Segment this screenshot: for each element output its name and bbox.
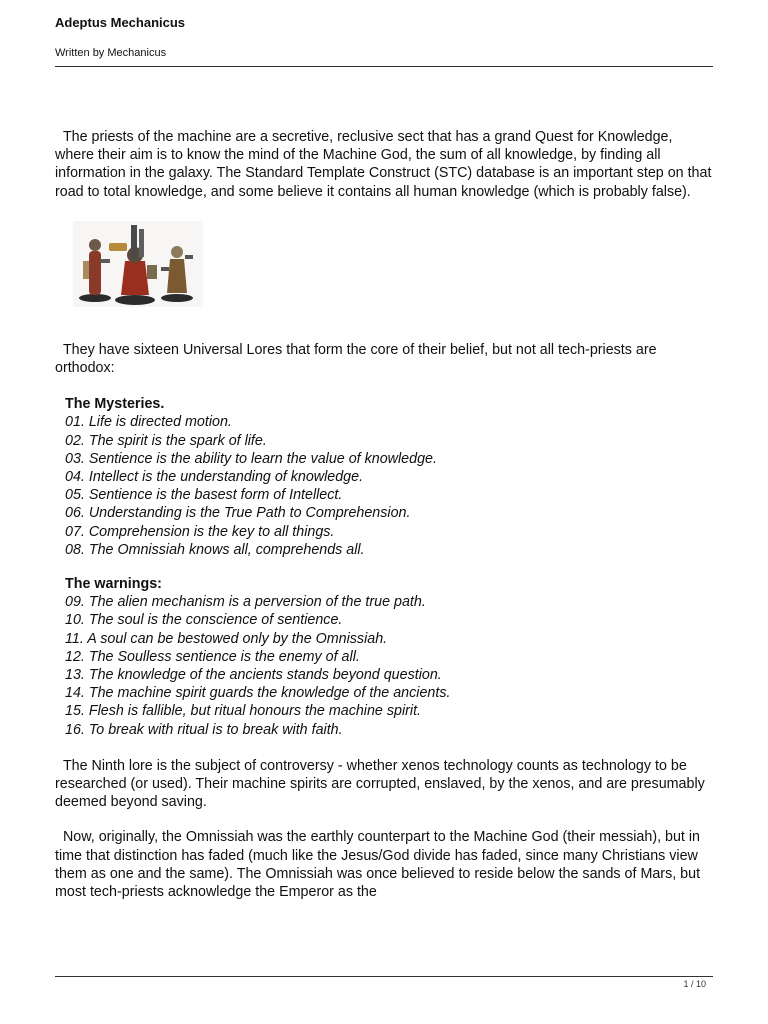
lore-item: 01. Life is directed motion.	[65, 414, 232, 431]
page-header	[55, 14, 713, 61]
lore-item: 05. Sentience is the basest form of Intellect.	[65, 487, 343, 504]
lore-item: 06. Understanding is the True Path to Comprehension.	[65, 505, 411, 522]
lore-item: 09. The alien mechanism is a perversion of the true path.	[65, 594, 426, 611]
lore-item: 14. The machine spirit guards the knowledge of the ancients.	[65, 685, 451, 702]
document-title: Adeptus Mechanicus	[55, 15, 186, 30]
lore-item: 04. Intellect is the understanding of knowledge.	[65, 469, 364, 486]
footer-divider	[55, 976, 713, 977]
mysteries-heading: The Mysteries.	[65, 396, 165, 413]
lore-item: 15. Flesh is fallible, but ritual honours the machine spirit.	[65, 703, 422, 720]
lore-item: 16. To break with ritual is to break with faith.	[65, 721, 343, 738]
lore-item: 10. The soul is the conscience of sentience.	[65, 612, 343, 629]
lore-item: 02. The spirit is the spark of life.	[65, 432, 267, 449]
article-body	[55, 128, 715, 901]
warnings-section	[65, 575, 715, 739]
tech-priest-miniatures-illustration	[73, 221, 203, 307]
intro-paragraph: The priests of the machine are a secretive, reclusive sect that has a grand Quest for Knowledge, where their aim is to know the mind of the Machine God, the sum of all knowledge, by finding all information in the galaxy. The Standard Template Construct (STC) database is an important step on that road to total knowledge, and some believe it contains all human knowledge (which is probably false).	[55, 129, 712, 200]
omnissiah-paragraph: Now, originally, the Omnissiah was the earthly counterpart to the Machine God (their messiah), but in time that distinction has faded (much like the Jesus/God divide has faded, since many Christians view them as one and the same). The Omnissiah was once believed to reside below the sands of Mars, but most tech-priests acknowledge the Emperor as the	[55, 829, 701, 901]
header-divider	[55, 66, 713, 67]
lore-item: 13. The knowledge of the ancients stands beyond question.	[65, 667, 442, 684]
lores-intro-paragraph: They have sixteen Universal Lores that form the core of their belief, but not all tech-priests are orthodox:	[55, 341, 657, 377]
lore-item: 07. Comprehension is the key to all things.	[65, 523, 335, 540]
lore-item: 08. The Omnissiah knows all, comprehends all.	[65, 541, 365, 558]
document-author: Written by Mechanicus	[55, 47, 167, 59]
warnings-heading: The warnings:	[65, 576, 162, 593]
lore-item: 03. Sentience is the ability to learn the value of knowledge.	[65, 450, 437, 467]
page-number: 1 / 10	[683, 979, 706, 989]
lore-item: 12. The Soulless sentience is the enemy of all.	[65, 648, 360, 665]
lore-item: 11. A soul can be bestowed only by the Omnissiah.	[65, 630, 388, 647]
miniatures-image	[73, 221, 203, 307]
ninth-lore-paragraph: The Ninth lore is the subject of controversy - whether xenos technology counts as technology to be researched (or used). Their machine spirits are corrupted, enslaved, by the xenos, and are presumably deemed beyond saving.	[55, 757, 705, 811]
mysteries-section	[65, 395, 715, 739]
